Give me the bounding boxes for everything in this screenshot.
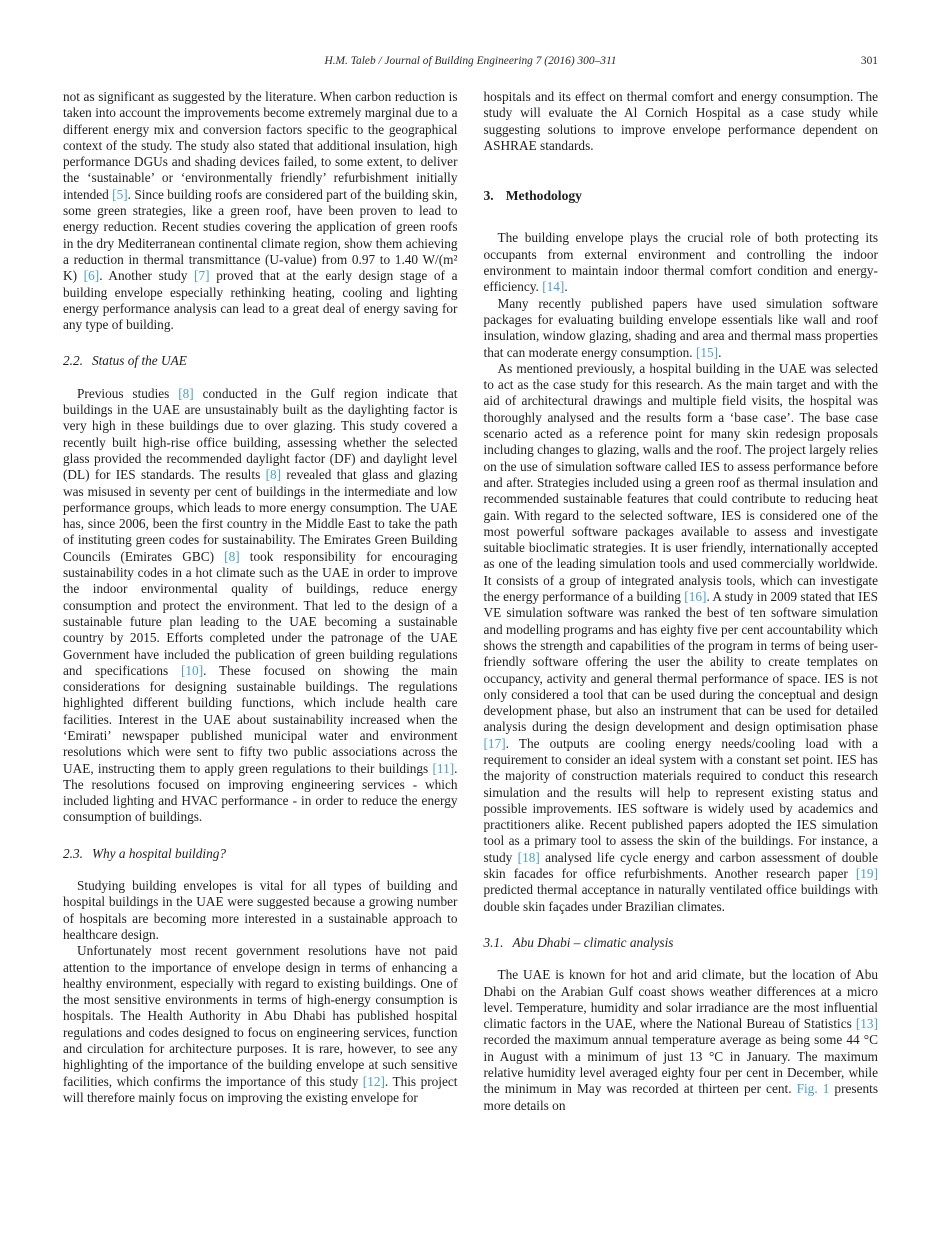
column-left [63,89,458,1114]
citation-link[interactable]: [5] [112,186,128,202]
citation-link[interactable]: [6] [83,268,100,284]
text-run: . The outputs are cooling energy needs/cooling load with a requirement to consider an ideal system with a constant set point. IES has the majority of construction materials required to conduct this research simulation and the results will help to represent existing status and possible improvements. IES software is widely used by academics and practitioners alike. Recent published papers adopted the IES simulation tool as a primary tool to assess the skin of the buildings. For instance, a study [483,735,878,865]
text-run: As mentioned previously, a hospital building in the UAE was selected to act as the case study for this research. As the main target and with the aid of architectural drawings and multiple field visits, the hospital was thoroughly analysed and the results form a ‘base case’. The base case scenario acted as a reference point for many skin redesign proposals including changes to glazing, walls and the roof. The project largely relies on the use of simulation software called IES to assess performance before and after. Strategies included using a green roof as thermal insulation and recommended sustainable features that could contribute to reducing heat gain. With regard to the selected software, IES is considered one of the most powerful software packages available to assess and investigate suitable bioclimatic strategies. It is user friendly, internationally accepted as one of the leading simulation tools and used commercially worldwide. It consists of a group of integrated analysis tools, which can investigate the energy performance of a building [483,360,878,605]
heading-number: 3. [483,188,494,204]
section-heading [484,188,879,204]
figure-link[interactable]: Fig. 1 [796,1081,830,1097]
text-run: took responsibility for encouraging sustainability codes in a hot climate such as the UAE in order to improve the indoor environmental quality of buildings, reduce energy consumption and protect the environment. That led to the design of a sustainable future plan leading to the UAE becoming a sustainable country by 2015. Efforts completed under the patronage of the UAE Government have included the publication of green building regulations and specifications [63,548,458,678]
text-run: presents more details on [483,1081,878,1113]
text-run: conducted in the Gulf region indicate that buildings in the UAE are unsustainably built as the daylighting factor is very high in these buildings due to over glazing. This study covered a recently built high-rise office building, assessing whether the selected glass provided the recommended daylight factor (DF) and daylight level (DL) for IES standards. The results [63,385,458,483]
heading-number: 3.1. [483,934,504,950]
text-run: proved that at the early design stage of a building envelope especially rethinking heating, cooling and lighting energy performance analysis can lead to a great deal of energy saving for any type of building. [63,268,458,333]
text-run: Unfortunately most recent government resolutions have not paid attention to the importance of envelope design in terms of enhancing a healthy environment, especially with regard to existing buildings. One of the most sensitive environments in terms of high-energy consumption is hospitals. The Health Authority in Abu Dhabi has published hospital regulations and codes designed to focus on engineering services, function and circulation for architecture purposes. It is rare, however, to see any highlighting of the importance of the building envelope at such sensitive facilities, which confirms the importance of this study [63,943,458,1089]
heading-title: Abu Dhabi – climatic analysis [512,934,674,950]
citation-link[interactable]: [17] [483,735,506,751]
citation-link[interactable]: [19] [855,866,878,882]
page-header [63,55,878,67]
subsection-heading [63,846,458,862]
citation-link[interactable]: [11] [432,760,455,776]
heading-number: 2.2. [63,353,83,369]
citation-link[interactable]: [16] [684,589,707,605]
citation-link[interactable]: [10] [180,662,204,678]
text-run: The UAE is known for hot and arid climate, but the location of Abu Dhabi on the Arabian Gulf coast shows weather differences at a micro level. Temperature, humidity and solar irradiance are the most influential climatic factors in the UAE, where the National Bureau of Statistics [483,967,878,1032]
citation-link[interactable]: [13] [855,1016,878,1032]
text-run: . Since building roofs are considered part of the building skin, some green strategies, like a green roof, have been proven to lead to energy reduction. Recent studies covering the application of green roofs in the dry Mediterranean continental climate region, show them achieving a reduction in thermal transmittance (U-value) from 0.97 to 1.40 W/(m² K) [63,186,458,284]
text-run: . [564,279,568,295]
text-run: predicted thermal acceptance in naturally ventilated office buildings with double skin façades under Brazilian climates. [483,882,878,914]
paragraph [63,878,458,943]
paragraph [484,361,879,915]
citation-link[interactable]: [7] [194,268,210,284]
heading-title: Methodology [505,188,582,204]
paragraph [484,967,879,1114]
text-run: not as significant as suggested by the literature. When carbon reduction is taken into account the improvements become extremely marginal due to a different energy mix and conversion factors specific to the geographical context of the study. The study also stated that additional insulation, high performance DGUs and shading devices failed, to some extent, to deliver the ‘sustainable’ or ‘environmentally friendly’ refurbishment initially intended [63,89,458,202]
paragraph [484,296,879,361]
text-run: . [718,344,722,360]
paragraph [484,230,879,295]
citation-link[interactable]: [18] [517,849,540,865]
citation-link[interactable]: [12] [362,1073,385,1089]
heading-title: Status of the UAE [91,353,187,369]
text-run: . Another study [99,268,195,284]
text-run: Studying building envelopes is vital for all types of building and hospital buildings in the UAE were suggested because a growing number of hospitals are becoming more interested in a sustainable approach to healthcare design. [63,878,458,942]
paragraph [484,89,879,154]
text-run: . A study in 2009 stated that IES VE simulation software was ranked the best of ten software simulation and modelling programs and has eighty five per cent accountability which shows the strength and capabilities of the program in terms of being user-friendly software offering the user the ability to create templates on occupancy, activity and general thermal performance of space. IES is not only considered a tool that can be used during the conceptual and design development phase, but also an instrument that can be used for detailed analysis during the design development and design optimisation phase [483,589,879,735]
paragraph [63,943,458,1106]
citation-link[interactable]: [8] [224,548,240,564]
text-run: Previous studies [77,385,179,401]
paragraph [63,89,458,333]
citation-link[interactable]: [15] [695,344,719,360]
text-run: Many recently published papers have used simulation software packages for evaluating building envelope essentials like wall and roof insulation, window glazing, shading and area and thermal mass properties that can moderate energy consumption. [483,295,878,360]
text-run: . This project will therefore mainly focus on improving the existing envelope for [63,1073,458,1105]
text-run: recorded the maximum annual temperature average as being some 44 °C in August with a minimum of just 13 °C in January. The maximum relative humidity level averaged eighty four per cent in December, while the minimum in May was recorded at thirteen per cent. [483,1032,878,1097]
text-run: . These focused on showing the main considerations for designing sustainable buildings. The regulations highlighted different building functions, which include health care facilities. Interest in the UAE about sustainability increased when the ‘Emirati’ newspaper published municipal water and environment resolutions which were sent to fifty two public associations across the UAE, instructing them to apply green regulations to their buildings [63,662,458,776]
text-run: The building envelope plays the crucial role of both protecting its occupants from external environment and controlling the indoor environment to maintain indoor thermal comfort condition and energy-efficiency. [483,230,878,295]
citation-link[interactable]: [8] [178,385,194,401]
running-head: H.M. Taleb / Journal of Building Engineering 7 (2016) 300–311 [324,55,617,67]
citation-link[interactable]: [8] [265,467,282,483]
text-run: revealed that glass and glazing was misused in seventy per cent of buildings in the intermediate and low performance groups, which leads to more energy consumption. The UAE has, since 2006, been the first country in the Middle East to take the path of instituting green codes for sustainability. The Emirates Green Building Councils (Emirates GBC) [63,467,458,564]
column-right [484,89,879,1114]
page-number: 301 [860,55,878,67]
two-column-body [63,89,878,1114]
text-run: analysed life cycle energy and carbon assessment of double skin facades for office refurbishments. Another research paper [483,849,878,882]
subsection-heading [484,935,879,951]
text-run: . The resolutions focused on improving engineering services - which included lighting and HVAC performance - in order to reduce the energy consumption of buildings. [63,760,458,825]
paragraph [63,386,458,826]
heading-number: 2.3. [63,845,83,861]
text-run: hospitals and its effect on thermal comfort and energy consumption. The study will evaluate the Al Cornich Hospital as a case study while suggesting solutions to improve envelope performance dependent on ASHRAE standards. [483,89,878,153]
subsection-heading [63,353,458,369]
citation-link[interactable]: [14] [542,279,565,295]
heading-title: Why a hospital building? [91,845,227,861]
